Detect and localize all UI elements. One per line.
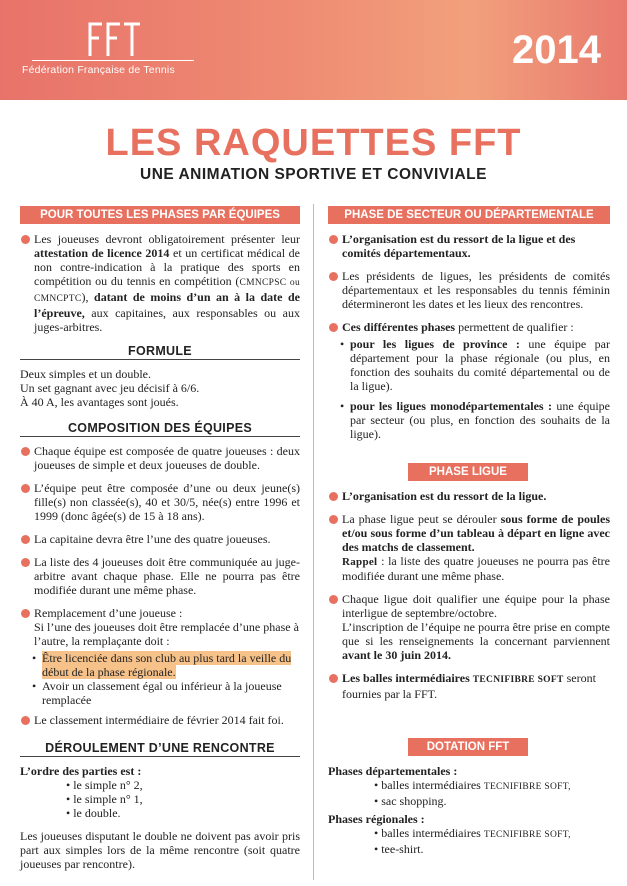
dotation-dep-list bbox=[328, 778, 610, 808]
dotation-dep-title: Phases départementales : bbox=[328, 764, 458, 778]
formule-line: Deux simples et un double. bbox=[20, 367, 151, 381]
secteur-item: Les présidents de ligues, les présidents de comités départementaux et les responsables du tennis féminin détermineront les dates et les lieux des rencontres. bbox=[328, 269, 610, 311]
order-title: L’ordre des parties est : bbox=[20, 764, 142, 778]
list-item: • tee-shirt. bbox=[374, 842, 610, 856]
ligue-item: L’organisation est du ressort de la ligue. bbox=[328, 489, 610, 503]
replacement-condition: • Être licenciée dans son club au plus tard la veille du début de la phase régionale. bbox=[32, 651, 300, 679]
secteur-sub-item: • pour les ligues de province : une équipe par département pour la phase régionale (ou plus, en fonction des souhaits du comité départemental ou de la ligue). bbox=[340, 337, 610, 393]
composition-item: Le classement intermédiaire de février 2014 fait foi. bbox=[20, 713, 300, 727]
licence-requirement: Les joueuses devront obligatoirement présenter leur attestation de licence 2014 et un certificat médical de non contre-indication à la pratique des sports en compétition ou du tennis en compétition (CMNCPSC ou CMNCPTC), datant de moins d’un an à la date de l’épreuve, aux capitaines, aux responsables ou aux juges-arbitres. bbox=[20, 232, 300, 334]
header-banner bbox=[0, 0, 627, 100]
composition-item: La liste des 4 joueuses doit être communiquée au juge-arbitre avant chaque phase. Elle ne pourra pas être modifiée durant une même phase. bbox=[20, 555, 300, 597]
dotation-reg-title: Phases régionales : bbox=[328, 812, 425, 826]
year-label: 2014 bbox=[512, 28, 601, 72]
heading-formule: FORMULE bbox=[20, 344, 300, 360]
replacement-text: Si l’une des joueuses doit être remplacée d’une phase à l’autre, la remplaçante doit : bbox=[34, 620, 299, 648]
composition-item: L’équipe peut être composée d’une ou deux jeune(s) fille(s) non classée(s), 40 et 30/5, née(s) entre 1996 et 1999 (donc âgée(s) de 15 à 18 ans). bbox=[20, 481, 300, 523]
ligue-item: Chaque ligue doit qualifier une équipe pour la phase interligue de septembre/octobre. L’inscription de l’équipe ne pourra être prise en compte que si les renseignements la concernant parviennent avant le 30 juin 2014. bbox=[328, 592, 610, 662]
fft-logo-icon bbox=[86, 18, 142, 58]
banner-secteur: PHASE DE SECTEUR OU DÉPARTEMENTALE bbox=[328, 206, 610, 224]
ligue-item: La phase ligue peut se dérouler sous forme de poules et/ou sous forme d’un tableau à départ en ligne avec des matchs de classement. Rappel : la liste des quatre joueuses ne pourra pas être modifiée durant une même phase. bbox=[328, 512, 610, 583]
page-subtitle: UNE ANIMATION SPORTIVE ET CONVIVIALE bbox=[140, 166, 487, 183]
double-note: Les joueuses disputant le double ne doivent pas avoir pris part aux simples lors de la même rencontre (soit quatre joueuses par rencontre). bbox=[20, 829, 300, 871]
list-item: • balles intermédiaires TECNIFIBRE SOFT, bbox=[374, 826, 610, 842]
secteur-item: Ces différentes phases permettent de qualifier : bbox=[328, 320, 610, 334]
column-divider bbox=[313, 204, 314, 880]
list-item: • le simple n° 2, bbox=[66, 778, 300, 792]
banner-dotation: DOTATION FFT bbox=[408, 738, 528, 756]
secteur-item: L’organisation est du ressort de la ligue et des comités départementaux. bbox=[328, 232, 610, 260]
dotation-reg-list bbox=[328, 826, 610, 856]
logo-divider bbox=[32, 60, 194, 61]
order-list bbox=[20, 778, 300, 820]
list-item: • le double. bbox=[66, 806, 300, 820]
list-item: • le simple n° 1, bbox=[66, 792, 300, 806]
heading-deroulement: DÉROULEMENT D’UNE RENCONTRE bbox=[20, 741, 300, 757]
heading-composition: COMPOSITION DES ÉQUIPES bbox=[20, 421, 300, 437]
fft-logo bbox=[22, 18, 202, 88]
formule-line: À 40 A, les avantages sont joués. bbox=[20, 395, 179, 409]
list-item: • sac shopping. bbox=[374, 794, 610, 808]
composition-item: Chaque équipe est composée de quatre joueuses : deux joueuses de simple et deux joueuses de double. bbox=[20, 444, 300, 472]
replacement-title: Remplacement d’une joueuse : bbox=[34, 606, 183, 620]
right-column bbox=[328, 206, 610, 856]
ligue-item: Les balles intermédiaires TECNIFIBRE SOFT seront fournies par la FFT. bbox=[328, 671, 610, 701]
left-column bbox=[20, 206, 300, 871]
banner-all-phases: POUR TOUTES LES PHASES PAR ÉQUIPES bbox=[20, 206, 300, 224]
secteur-sub-item: • pour les ligues monodépartementales : une équipe par secteur (ou plus, en fonction des souhaits de la ligue). bbox=[340, 399, 610, 441]
formule-line: Un set gagnant avec jeu décisif à 6/6. bbox=[20, 381, 200, 395]
replacement-item bbox=[20, 606, 300, 648]
composition-item: La capitaine devra être l’une des quatre joueuses. bbox=[20, 532, 300, 546]
replacement-condition: • Avoir un classement égal ou inférieur à la joueuse remplacée bbox=[32, 679, 300, 707]
federation-name: Fédération Française de Tennis bbox=[22, 64, 175, 76]
list-item: • balles intermédiaires TECNIFIBRE SOFT, bbox=[374, 778, 610, 794]
page-title: LES RAQUETTES FFT bbox=[105, 122, 522, 164]
banner-ligue: PHASE LIGUE bbox=[408, 463, 528, 481]
